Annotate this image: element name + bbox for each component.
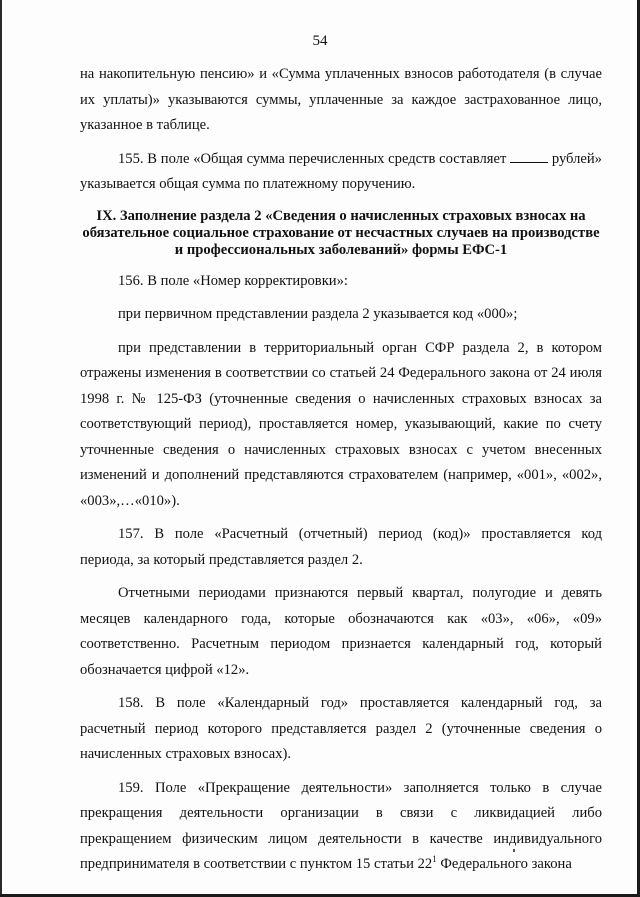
paragraph-159	[80, 776, 602, 878]
paragraph-159-text: 159. Поле «Прекращение деятельности» заполняется только в случае прекращения деятельности организации в связи с ликвидацией либо прекращением физическим лицом деятельности в качестве индивидуального предпринимателя в соответствии с пунктом 15 статьи 22	[80, 779, 602, 872]
paragraph-155	[80, 147, 602, 198]
scan-edge-left	[0, 0, 2, 897]
blank-line	[510, 150, 548, 163]
section-heading: IX. Заполнение раздела 2 «Сведения о начисленных страховых взносах на обязательное социальное страхование от несчастных случаев на производстве и профессиональных заболеваний» формы ЕФС-1	[82, 207, 600, 258]
paragraph-156-item-1: при первичном представлении раздела 2 указывается код «000»;	[118, 306, 518, 322]
paragraph-continuation: на накопительную пенсию» и «Сумма уплаченных взносов работодателя (в случае их уплаты)» указываются суммы, уплаченные за каждое застрахованное лицо, указанное в таблице.	[80, 66, 602, 133]
scan-speck	[513, 849, 515, 852]
paragraph-156-item-2: при представлении в территориальный орган СФР раздела 2, в котором отражены изменения в соответствии со статьей 24 Федерального закона от 24 июля 1998 г. № 125-ФЗ (уточненные сведения о начисленных страховых взносах за соответствующий период), проставляется номер, указывающий, какие по счету уточненные сведения о начисленных страховых взносах с учетом внесенных изменений и дополнений представляются страхователем (например, «001», «002», «003»,…«010»).	[80, 339, 602, 509]
document-body	[80, 62, 602, 878]
paragraph-157: 157. В поле «Расчетный (отчетный) период (код)» проставляется код периода, за который представляется раздел 2.	[80, 526, 602, 568]
paragraph-156: 156. В поле «Номер корректировки»:	[118, 272, 348, 289]
paragraph-159-text-end: Федерального закона	[436, 856, 572, 872]
page-number: 54	[312, 33, 328, 49]
superscript-mark: 1	[432, 854, 437, 865]
paragraph-157-detail: Отчетными периодами признаются первый квартал, полугодие и девять месяцев календарного года, которые обозначаются как «03», «06», «09» соответственно. Расчетным периодом признается календарный год, который обозначается цифрой «12».	[80, 585, 602, 678]
paragraph-155-text-end: рублей» указывается общая сумма по платежному поручению.	[80, 150, 602, 192]
paragraph-155-text: 155. В поле «Общая сумма перечисленных средств составляет	[118, 150, 507, 167]
paragraph-158: 158. В поле «Календарный год» проставляется календарный год, за расчетный период которого представляется раздел 2 (уточненные сведения о начисленных страховых взносах).	[80, 695, 602, 762]
